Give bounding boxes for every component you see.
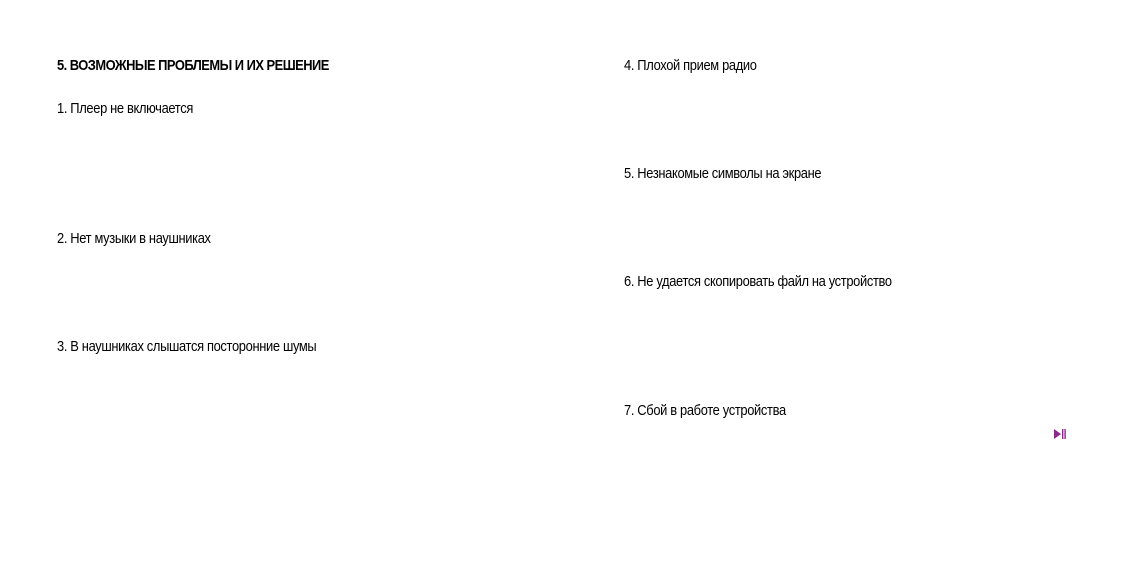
problem-item-6: 6. Не удается скопировать файл на устройство: [624, 273, 892, 290]
problem-item-2: 2. Нет музыки в наушниках: [57, 230, 211, 247]
left-column: [57, 0, 557, 567]
problem-item-7: 7. Сбой в работе устройства: [624, 402, 786, 419]
problem-item-3: 3. В наушниках слышатся посторонние шумы: [57, 338, 317, 355]
problem-item-1: 1. Плеер не включается: [57, 100, 193, 117]
problem-item-5: 5. Незнакомые символы на экране: [624, 165, 822, 182]
problem-item-4: 4. Плохой прием радио: [624, 57, 757, 74]
section-title: 5. ВОЗМОЖНЫЕ ПРОБЛЕМЫ И ИХ РЕШЕНИЕ: [57, 57, 329, 74]
play-pause-icon: [1054, 428, 1066, 439]
right-column: [624, 0, 1124, 567]
